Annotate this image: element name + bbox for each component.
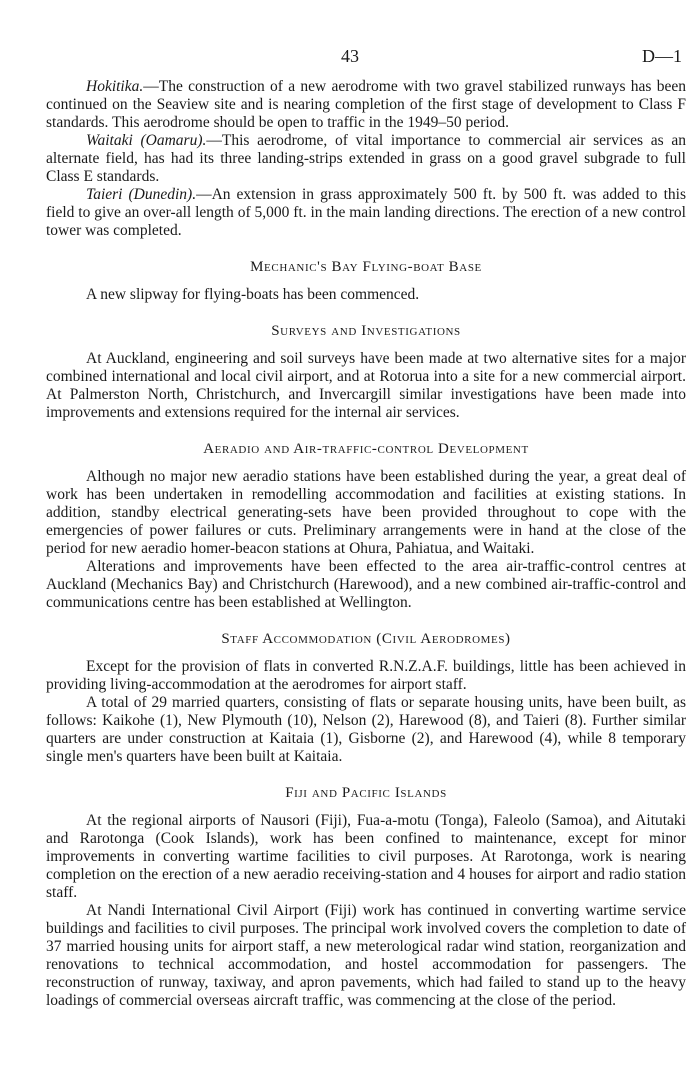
place-name: Taieri (Dunedin). xyxy=(86,186,197,203)
paragraph: A new slipway for flying-boats has been commenced. xyxy=(86,286,420,303)
section-heading: Fiji and Pacific Islands xyxy=(285,785,447,801)
section-heading: Mechanic's Bay Flying-boat Base xyxy=(250,259,482,275)
paragraph: Taieri (Dunedin).—An extension in grass approximately 500 ft. by 500 ft. was added to this field to give an over-all length of 5,000 ft. in the main landing directions. The erection of a new control tower was completed. xyxy=(46,186,686,239)
place-name: Waitaki (Oamaru). xyxy=(86,132,207,149)
section-heading: Surveys and Investigations xyxy=(271,323,461,339)
page-body xyxy=(46,78,686,1010)
section-heading: Staff Accommodation (Civil Aerodromes) xyxy=(221,631,511,647)
paragraph: Hokitika.—The construction of a new aerodrome with two gravel stabilized runways has been continued on the Seaview site and is nearing completion of the first stage of development to Class F standards. This aerodrome should be open to traffic in the 1949–50 period. xyxy=(46,78,686,131)
place-name: Hokitika. xyxy=(86,78,144,95)
paragraph: Except for the provision of flats in converted R.N.Z.A.F. buildings, little has been achieved in providing living-accommodation at the aerodromes for airport staff. xyxy=(46,658,686,693)
paragraph: Alterations and improvements have been effected to the area air-traffic-control centres at Auckland (Mechanics Bay) and Christchurch (Harewood), and a new combined air-traffic-control and communications centre has been established at Wellington. xyxy=(46,558,686,611)
paragraph: At Auckland, engineering and soil surveys have been made at two alternative sites for a major combined international and local civil airport, and at Rotorua into a site for a new commercial airport. At Palmerston North, Christchurch, and Invercargill similar investigations have been made into improvements and extensions required for the internal air services. xyxy=(46,350,686,421)
section-heading: Aeradio and Air-traffic-control Development xyxy=(203,441,529,457)
paragraph: Although no major new aeradio stations have been established during the year, a great deal of work has been undertaken in remodelling accommodation and facilities at existing stations. In addition, standby electrical generating-sets have been provided throughout to cope with the emergencies of power failures or cuts. Preliminary arrangements were in hand at the close of the period for new aeradio homer-beacon stations at Ohura, Pahiatua, and Waitaki. xyxy=(46,468,686,557)
document-reference: D—1 xyxy=(642,46,682,66)
page-number: 43 xyxy=(341,46,359,66)
paragraph: At Nandi International Civil Airport (Fiji) work has continued in converting wartime service buildings and facilities to civil purposes. The principal work involved covers the completion to date of 37 married housing units for airport staff, a new meterological radar wind station, reorganization and renovations to technical accommodation, and hostel accommodation for passengers. The reconstruction of runway, taxiway, and apron pavements, which had failed to stand up to the heavy loadings of commercial overseas aircraft traffic, was commencing at the close of the period. xyxy=(46,902,686,1009)
paragraph: Waitaki (Oamaru).—This aerodrome, of vital importance to commercial air services as an alternate field, has had its three landing-strips extended in grass on a good gravel subgrade to full Class E standards. xyxy=(46,132,687,185)
paragraph: At the regional airports of Nausori (Fiji), Fua-a-motu (Tonga), Faleolo (Samoa), and Aitutaki and Rarotonga (Cook Islands), work has been confined to maintenance, except for minor improvements in converting wartime facilities to civil purposes. At Rarotonga, work is nearing completion on the erection of a new aeradio receiving-station and 4 houses for airport and radio station staff. xyxy=(46,812,686,901)
paragraph: A total of 29 married quarters, consisting of flats or separate housing units, have been built, as follows: Kaikohe (1), New Plymouth (10), Nelson (2), Harewood (8), and Taieri (8). Further similar quarters are under construction at Kaitaia (1), Gisborne (2), and Harewood (4), while 8 temporary single men's quarters have been built at Kaitaia. xyxy=(46,694,686,765)
